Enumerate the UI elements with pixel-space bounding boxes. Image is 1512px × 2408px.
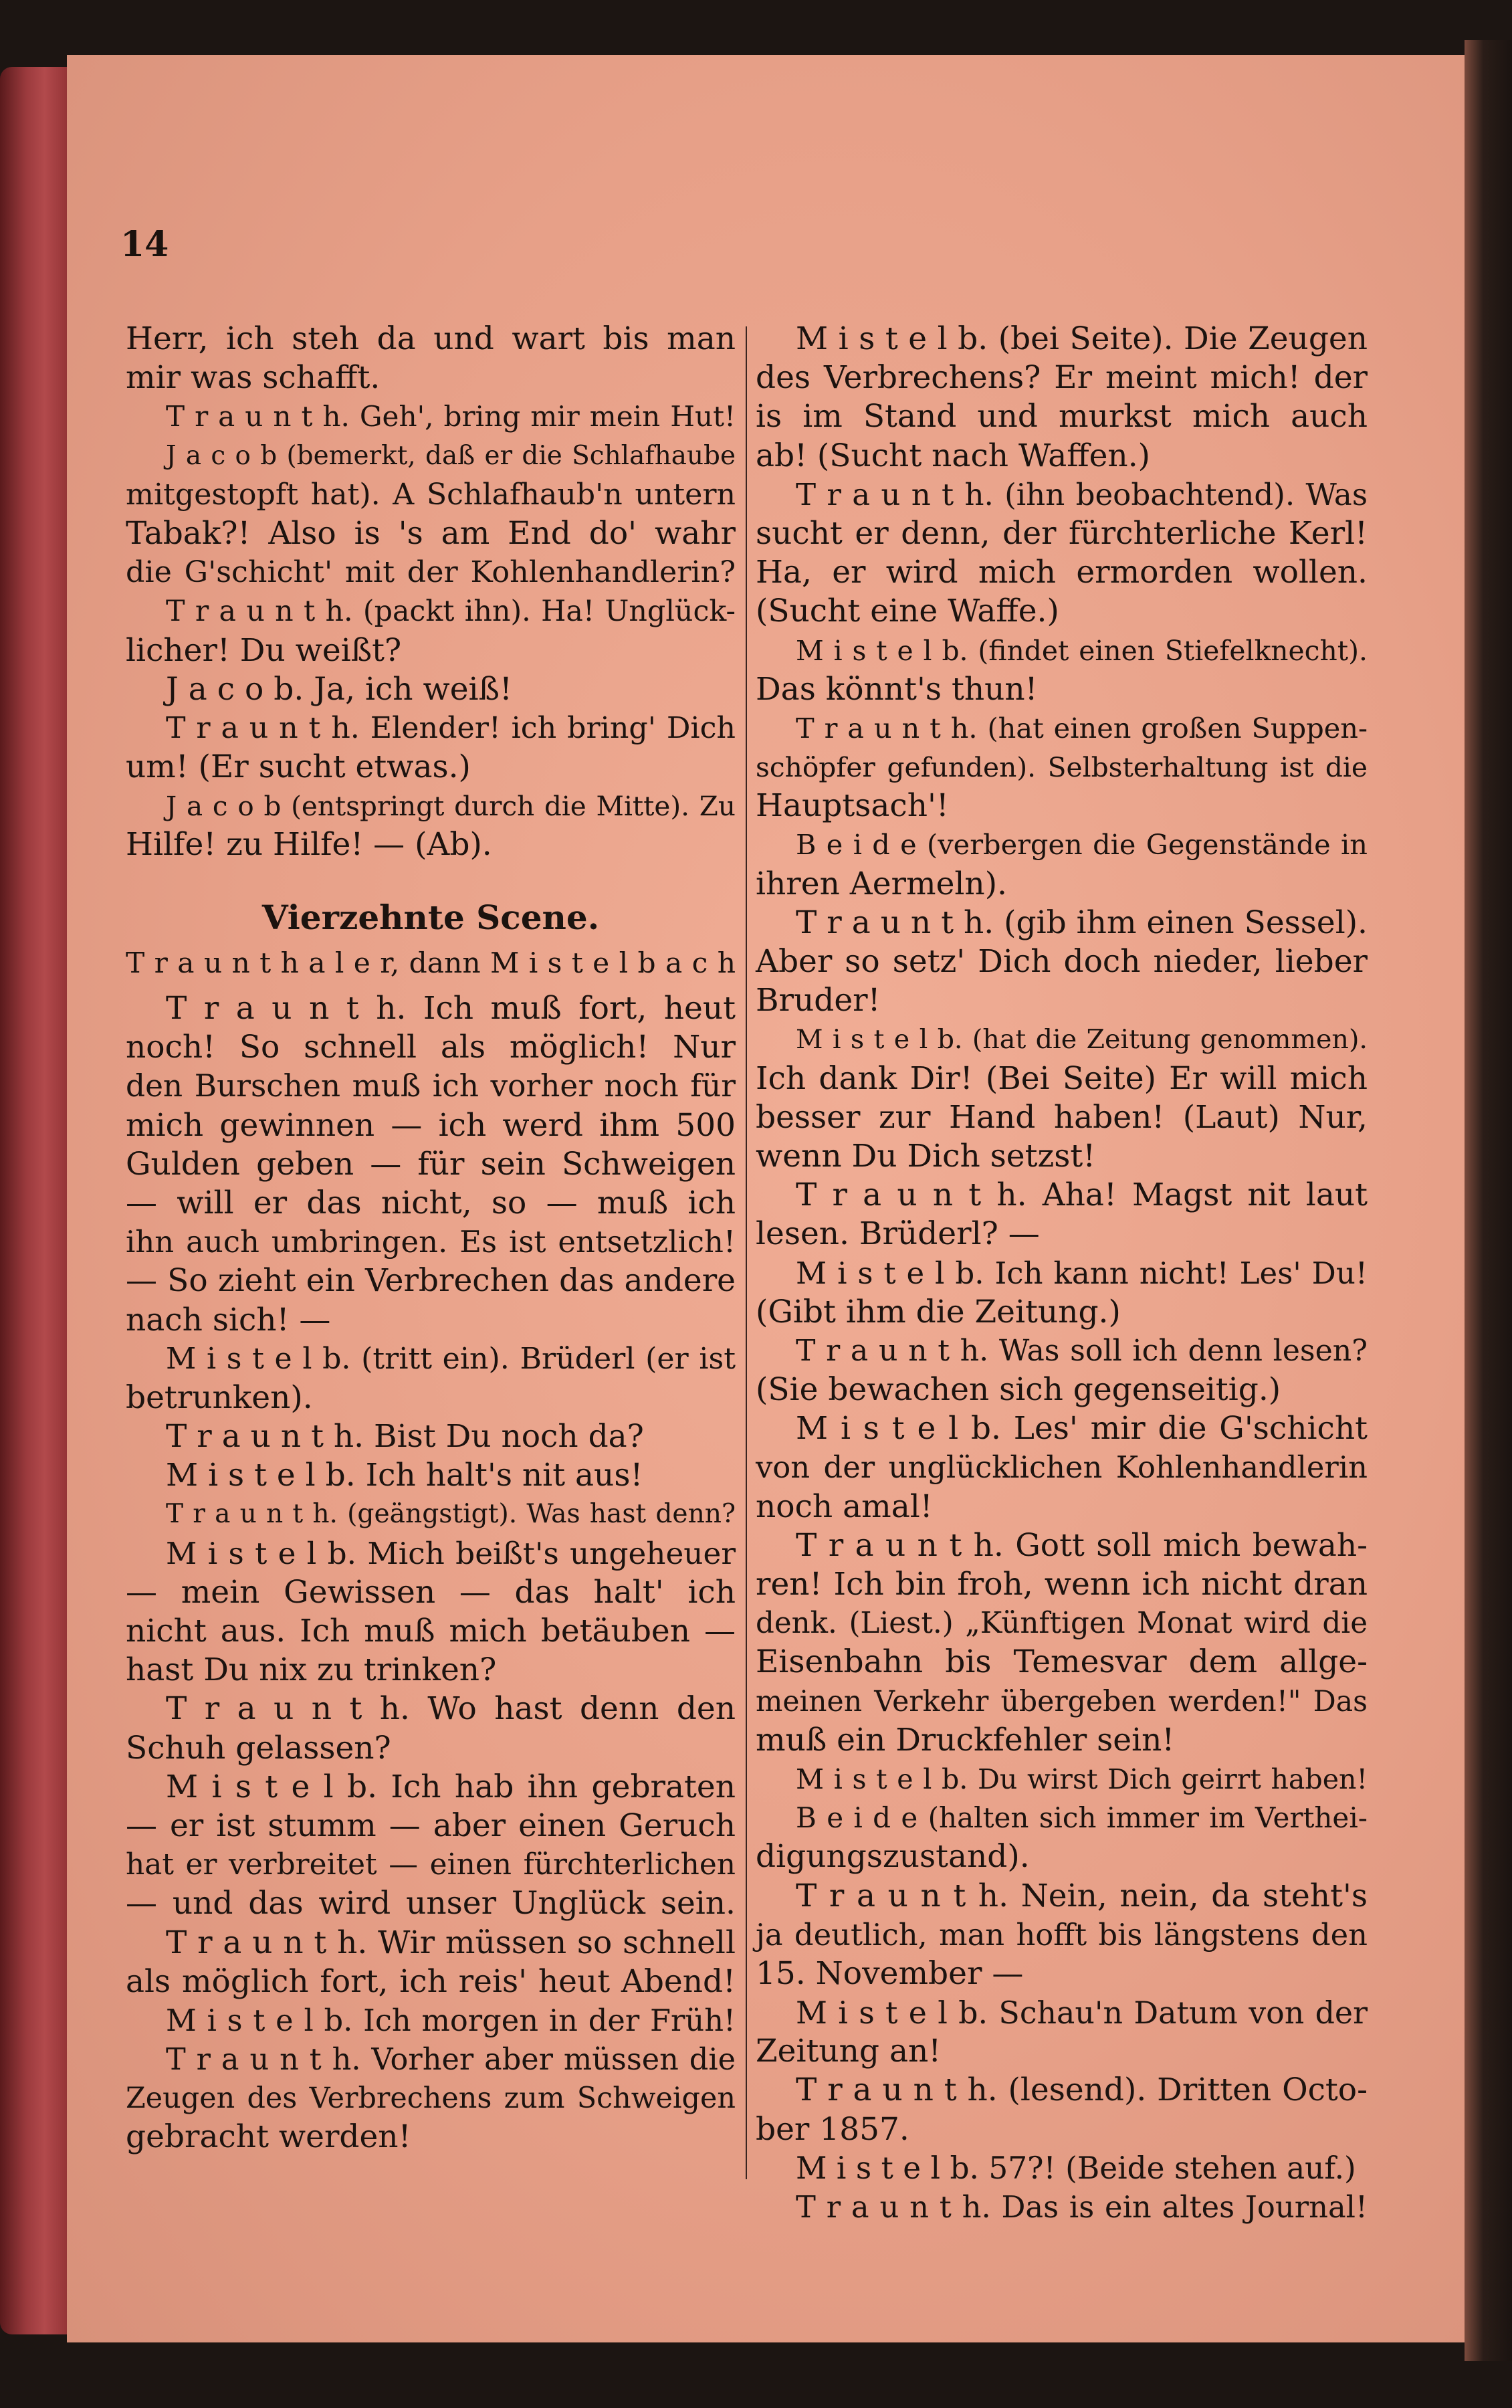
text-line: T r a u n t h. Elender! ich bring' Dich	[166, 710, 736, 745]
text-line: Bruder!	[756, 982, 881, 1019]
page-edge-shadow	[1465, 40, 1512, 2361]
text-line: J a c o b. Ja, ich weiß!	[166, 670, 512, 708]
text-line: T r a u n t h. Vorher aber müssen die	[166, 2042, 736, 2078]
text-line: wenn Du Dich setzst!	[756, 1137, 1096, 1175]
text-line: denk. (Liest.) „Künftigen Monat wird die	[756, 1607, 1368, 1641]
text-line: M i s t e l b. (bei Seite). Die Zeugen	[796, 320, 1368, 357]
text-line: B e i d e (verbergen die Gegenstände in	[796, 829, 1368, 862]
text-line: die G'schicht' mit der Kohlenhandlerin?	[126, 555, 736, 590]
text-line: T r a u n t h. Wo hast denn den	[166, 1690, 736, 1728]
text-line: M i s t e l b. Mich beißt's ungeheuer	[166, 1535, 736, 1571]
text-line: schöpfer gefunden). Selbsterhaltung ist die	[756, 751, 1368, 784]
text-line: M i s t e l b. Les' mir die G'schicht	[796, 1410, 1368, 1447]
text-line: den Burschen muß ich vorher noch für	[126, 1068, 736, 1104]
text-line: Ha, er wird mich ermorden wollen.	[756, 554, 1368, 591]
column-divider	[746, 326, 747, 2179]
text-line: T r a u n t h. Das is ein altes Journal!	[796, 2189, 1368, 2225]
text-line: Ich dank Dir! (Bei Seite) Er will mich	[756, 1060, 1368, 1097]
text-line: Zeitung an!	[756, 2033, 942, 2070]
text-line: T r a u n t h. Was soll ich denn lesen?	[796, 1333, 1368, 1368]
text-line: besser zur Hand haben! (Laut) Nur,	[756, 1098, 1368, 1136]
page-number: 14	[120, 224, 169, 265]
text-line: M i s t e l b. Ich hab ihn gebraten	[166, 1768, 736, 1805]
text-line: is im Stand und murkst mich auch	[756, 398, 1368, 435]
text-line: M i s t e l b. (tritt ein). Brüderl (er ist	[166, 1341, 736, 1376]
text-line: M i s t e l b. Ich kann nicht! Les' Du!	[796, 1255, 1368, 1291]
text-line: gebracht werden!	[126, 2118, 411, 2156]
text-line: (Sucht eine Waffe.)	[756, 593, 1059, 630]
text-line: T r a u n t h. Wir müssen so schnell	[166, 1924, 736, 1961]
book-spine-edge	[0, 67, 75, 2334]
text-line: — will er das nicht, so — muß ich	[126, 1184, 736, 1221]
text-line: (Gibt ihm die Zeitung.)	[756, 1293, 1121, 1330]
text-line: hat er verbreitet — einen fürchterlichen	[126, 1847, 736, 1882]
text-line: (Sie bewachen sich gegenseitig.)	[756, 1371, 1281, 1409]
text-line: noch amal!	[756, 1488, 933, 1525]
text-line: mich gewinnen — ich werd ihm 500	[126, 1106, 736, 1144]
text-line: Hilfe! zu Hilfe! — (Ab).	[126, 826, 492, 864]
text-line: — und das wird unser Unglück sein.	[126, 1885, 736, 1922]
text-line: B e i d e (halten sich immer im Verthei-	[796, 1801, 1368, 1835]
text-line: Hauptsach'!	[756, 787, 949, 825]
text-line: mitgestopft hat). A Schlafhaub'n untern	[126, 477, 736, 512]
text-line: betrunken).	[126, 1379, 313, 1416]
text-line: als möglich fort, ich reis' heut Abend!	[126, 1963, 736, 2000]
text-line: sucht er denn, der fürchterliche Kerl!	[756, 514, 1368, 552]
text-line: T r a u n t h. Bist Du noch da?	[166, 1418, 644, 1456]
text-line: M i s t e l b. (findet einen Stiefelknecht).	[796, 634, 1368, 667]
text-line: T r a u n t h. (lesend). Dritten Octo-	[796, 2072, 1368, 2109]
text-line: noch! So schnell als möglich! Nur	[126, 1029, 736, 1066]
left-text-column	[126, 320, 736, 2157]
text-line: M i s t e l b. (hat die Zeitung genommen).	[796, 1024, 1368, 1056]
text-line: Aber so setz' Dich doch nieder, lieber	[756, 943, 1368, 980]
text-line: T r a u n t h. (hat einen großen Suppen-	[796, 712, 1368, 744]
text-line: — So zieht ein Verbrechen das andere	[126, 1262, 736, 1300]
text-line: Eisenbahn bis Temesvar dem allge-	[756, 1643, 1368, 1681]
text-line: licher! Du weißt?	[126, 631, 402, 669]
text-line: — er ist stumm — aber einen Geruch	[126, 1807, 736, 1844]
text-line: hast Du nix zu trinken?	[126, 1651, 497, 1689]
text-line: M i s t e l b. Ich morgen in der Früh!	[166, 2002, 736, 2038]
text-line: Gulden geben — für sein Schweigen	[126, 1145, 736, 1183]
text-line: lesen. Brüderl? —	[756, 1215, 1040, 1253]
text-line: Tabak?! Also is 's am End do' wahr	[126, 514, 736, 552]
text-line: J a c o b (bemerkt, daß er die Schlafhaube	[166, 440, 736, 471]
text-line: Herr, ich steh da und wart bis man	[126, 320, 736, 357]
text-line: nicht aus. Ich muß mich betäuben —	[126, 1613, 736, 1649]
text-line: M i s t e l b. Ich halt's nit aus!	[166, 1457, 643, 1494]
text-line: digungszustand).	[756, 1838, 1030, 1876]
text-line: T r a u n t h. (packt ihn). Ha! Unglück-	[166, 595, 736, 629]
text-line: ihn auch umbringen. Es ist entsetzlich!	[126, 1224, 736, 1260]
text-line: T r a u n t h a l e r, dann M i s t e l b a c h	[126, 946, 736, 979]
right-text-column	[756, 320, 1368, 2227]
text-line: ab! (Sucht nach Waffen.)	[756, 437, 1150, 474]
text-line: T r a u n t h. (geängstigt). Was hast denn?	[166, 1499, 736, 1530]
text-line: Zeugen des Verbrechens zum Schweigen	[126, 2082, 736, 2116]
text-line: T r a u n t h. (ihn beobachtend). Was	[796, 476, 1368, 512]
text-line: ber 1857.	[756, 2110, 909, 2148]
text-line: von der unglücklichen Kohlenhandlerin	[756, 1449, 1368, 1486]
text-line: M i s t e l b. 57?! (Beide stehen auf.)	[796, 2150, 1356, 2186]
text-line: um! (Er sucht etwas.)	[126, 748, 471, 786]
text-line: T r a u n t h. (gib ihm einen Sessel).	[796, 904, 1368, 941]
text-line: mir was schafft.	[126, 359, 381, 397]
text-line: Vierzehnte Scene.	[261, 897, 600, 937]
text-line: Das könnt's thun!	[756, 670, 1038, 708]
text-line: Schuh gelassen?	[126, 1729, 391, 1767]
text-line: M i s t e l b. Du wirst Dich geirrt haben!	[796, 1763, 1368, 1795]
text-line: ren! Ich bin froh, wenn ich nicht dran	[756, 1566, 1368, 1603]
text-line: 15. November —	[756, 1954, 1024, 1992]
text-line: M i s t e l b. Schau'n Datum von der	[796, 1995, 1368, 2031]
text-line: — mein Gewissen — das halt' ich	[126, 1573, 736, 1611]
text-line: des Verbrechens? Er meint mich! der	[756, 359, 1368, 397]
text-line: T r a u n t h. Nein, nein, da steht's	[796, 1877, 1368, 1914]
text-line: T r a u n t h. Gott soll mich bewah-	[796, 1526, 1368, 1564]
text-line: T r a u n t h. Aha! Magst nit laut	[796, 1177, 1368, 1214]
text-line: T r a u n t h. Geh', bring mir mein Hut!	[166, 400, 736, 433]
text-line: meinen Verkehr übergeben werden!" Das	[756, 1684, 1368, 1718]
text-line: ja deutlich, man hofft bis längstens den	[756, 1916, 1368, 1952]
text-line: muß ein Druckfehler sein!	[756, 1721, 1175, 1759]
text-line: nach sich! —	[126, 1301, 331, 1338]
text-line: ihren Aermeln).	[756, 865, 1007, 902]
text-line: T r a u n t h. Ich muß fort, heut	[166, 990, 736, 1027]
text-line: J a c o b (entspringt durch die Mitte). Zu	[166, 790, 736, 823]
